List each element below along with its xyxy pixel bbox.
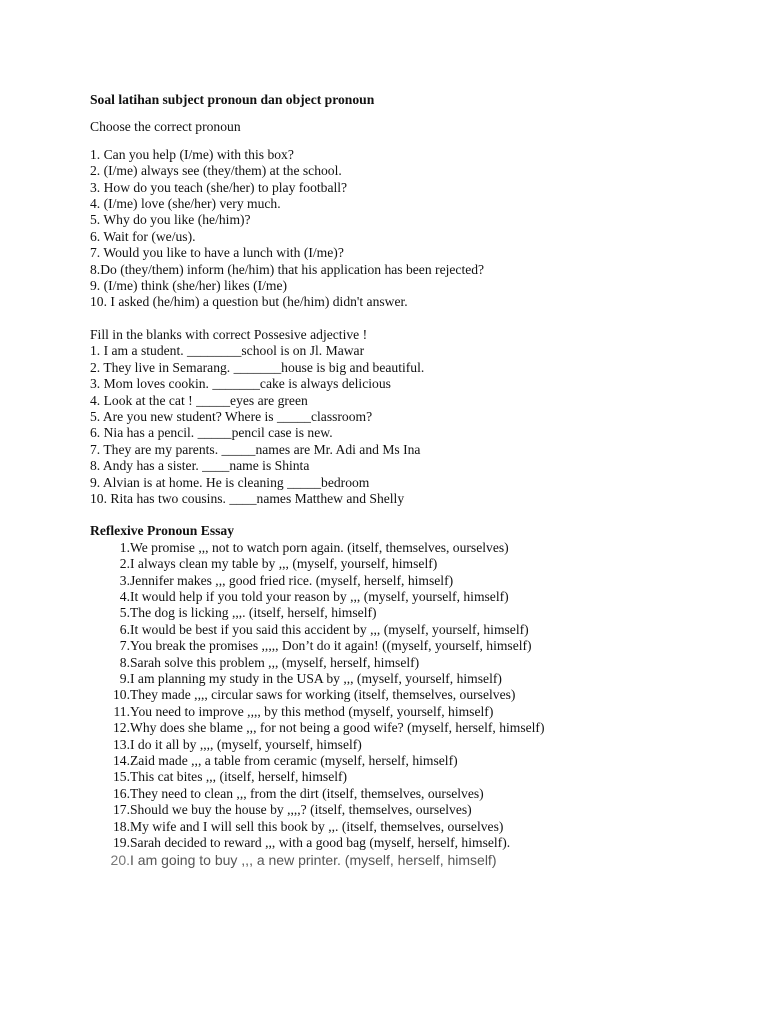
item-text: The dog is licking ,,,. (itself, herself, himself)	[130, 605, 377, 621]
item-text: Should we buy the house by ,,,,? (itself, themselves, ourselves)	[130, 802, 472, 818]
list-item	[90, 802, 730, 818]
list-item: 3. How do you teach (she/her) to play football?	[90, 179, 348, 195]
item-number: 1.	[119, 539, 130, 555]
list-item: 4. (I/me) love (she/her) very much.	[90, 196, 281, 212]
item-number: 19.	[113, 835, 130, 851]
item-number: 3.	[119, 572, 130, 588]
item-number: 12.	[113, 720, 130, 736]
section1-list	[90, 147, 730, 311]
list-item: 8. Andy has a sister. ____name is Shinta	[90, 458, 310, 474]
list-item	[90, 786, 730, 802]
list-item	[90, 852, 730, 868]
list-item: 6. Nia has a pencil. _____pencil case is new.	[90, 425, 333, 441]
list-item: 9. (I/me) think (she/her) likes (I/me)	[90, 278, 288, 294]
list-item	[90, 655, 730, 671]
item-text: Sarah decided to reward ,,, with a good bag (myself, herself, himself).	[130, 835, 511, 851]
list-item	[90, 589, 730, 605]
item-number: 14.	[113, 753, 130, 769]
item-text: Jennifer makes ,,, good fried rice. (myself, herself, himself)	[130, 572, 454, 588]
list-item: 4. Look at the cat ! _____eyes are green	[90, 392, 308, 408]
section3-list	[90, 540, 730, 869]
item-text: It would help if you told your reason by ,,, (myself, yourself, himself)	[130, 588, 509, 604]
list-item: 1. I am a student. ________school is on Jl. Mawar	[90, 343, 365, 359]
item-number: 10.	[113, 687, 130, 703]
item-number: 7.	[119, 638, 130, 654]
list-item: 9. Alvian is at home. He is cleaning _____bedroom	[90, 474, 370, 490]
item-number: 5.	[119, 605, 130, 621]
list-item	[90, 720, 730, 736]
item-text: We promise ,,, not to watch porn again. (itself, themselves, ourselves)	[130, 539, 509, 555]
item-number: 16.	[113, 785, 130, 801]
list-item	[90, 753, 730, 769]
section2-instruction: Fill in the blanks with correct Possesive adjective !	[90, 326, 368, 342]
item-text: I am planning my study in the USA by ,,, (myself, yourself, himself)	[130, 671, 502, 686]
section1-instruction: Choose the correct pronoun	[90, 119, 241, 135]
list-item	[90, 671, 730, 687]
item-number: 17.	[113, 802, 130, 818]
list-item: 8.Do (they/them) inform (he/him) that his application has been rejected?	[90, 261, 485, 277]
item-number: 20.	[110, 852, 130, 869]
list-item: 6. Wait for (we/us).	[90, 228, 196, 244]
item-number: 4.	[119, 588, 130, 604]
document-page	[90, 92, 730, 869]
item-number: 15.	[113, 769, 130, 785]
list-item: 1. Can you help (I/me) with this box?	[90, 146, 294, 162]
item-number: 13.	[113, 736, 130, 752]
list-item	[90, 622, 730, 638]
item-text: My wife and I will sell this book by ,,. (itself, themselves, ourselves)	[130, 818, 504, 834]
item-number: 6.	[119, 621, 130, 637]
list-item	[90, 605, 730, 621]
item-number: 9.	[119, 671, 130, 686]
list-item: 3. Mom loves cookin. _______cake is always delicious	[90, 376, 391, 392]
item-text: I always clean my table by ,,, (myself, yourself, himself)	[130, 556, 438, 572]
list-item	[90, 687, 730, 703]
list-item	[90, 835, 730, 851]
item-text: You break the promises ,,,,, Don’t do it again! ((myself, yourself, himself)	[130, 638, 532, 654]
list-item: 5. Are you new student? Where is _____classroom?	[90, 408, 373, 424]
item-number: 18.	[113, 818, 130, 834]
list-item	[90, 638, 730, 654]
item-text: You need to improve ,,,, by this method (myself, yourself, himself)	[130, 703, 494, 719]
item-text: They need to clean ,,, from the dirt (itself, themselves, ourselves)	[130, 785, 484, 801]
section-spacer	[90, 507, 730, 523]
list-item	[90, 819, 730, 835]
document-title: Soal latihan subject pronoun dan object pronoun	[90, 92, 375, 107]
item-number: 8.	[119, 654, 130, 670]
list-item: 7. Would you like to have a lunch with (I/me)?	[90, 245, 344, 261]
section-spacer	[90, 311, 730, 327]
list-item	[90, 573, 730, 589]
item-text: Sarah solve this problem ,,, (myself, herself, himself)	[130, 654, 420, 670]
list-item	[90, 556, 730, 572]
list-item	[90, 540, 730, 556]
item-text: It would be best if you said this accident by ,,, (myself, yourself, himself)	[130, 621, 529, 637]
list-item	[90, 737, 730, 753]
list-item	[90, 704, 730, 720]
item-text: I do it all by ,,,, (myself, yourself, himself)	[130, 736, 362, 752]
list-item	[90, 769, 730, 785]
item-text: I am going to buy ,,, a new printer. (myself, herself, himself)	[130, 852, 497, 869]
item-number: 2.	[119, 556, 130, 572]
item-text: They made ,,,, circular saws for working (itself, themselves, ourselves)	[130, 687, 516, 703]
section2-list	[90, 343, 730, 507]
list-item: 7. They are my parents. _____names are Mr. Adi and Ms Ina	[90, 441, 421, 457]
section3-heading: Reflexive Pronoun Essay	[90, 523, 234, 539]
item-text: This cat bites ,,, (itself, herself, himself)	[130, 769, 348, 785]
list-item: 2. (I/me) always see (they/them) at the school.	[90, 163, 342, 179]
list-item: 10. I asked (he/him) a question but (he/him) didn't answer.	[90, 294, 408, 310]
item-text: Zaid made ,,, a table from ceramic (myself, herself, himself)	[130, 753, 458, 769]
list-item: 2. They live in Semarang. _______house is big and beautiful.	[90, 359, 425, 375]
item-text: Why does she blame ,,, for not being a good wife? (myself, herself, himself)	[130, 720, 545, 736]
list-item: 5. Why do you like (he/him)?	[90, 212, 251, 228]
list-item: 10. Rita has two cousins. ____names Matthew and Shelly	[90, 490, 405, 506]
item-number: 11.	[113, 703, 130, 719]
